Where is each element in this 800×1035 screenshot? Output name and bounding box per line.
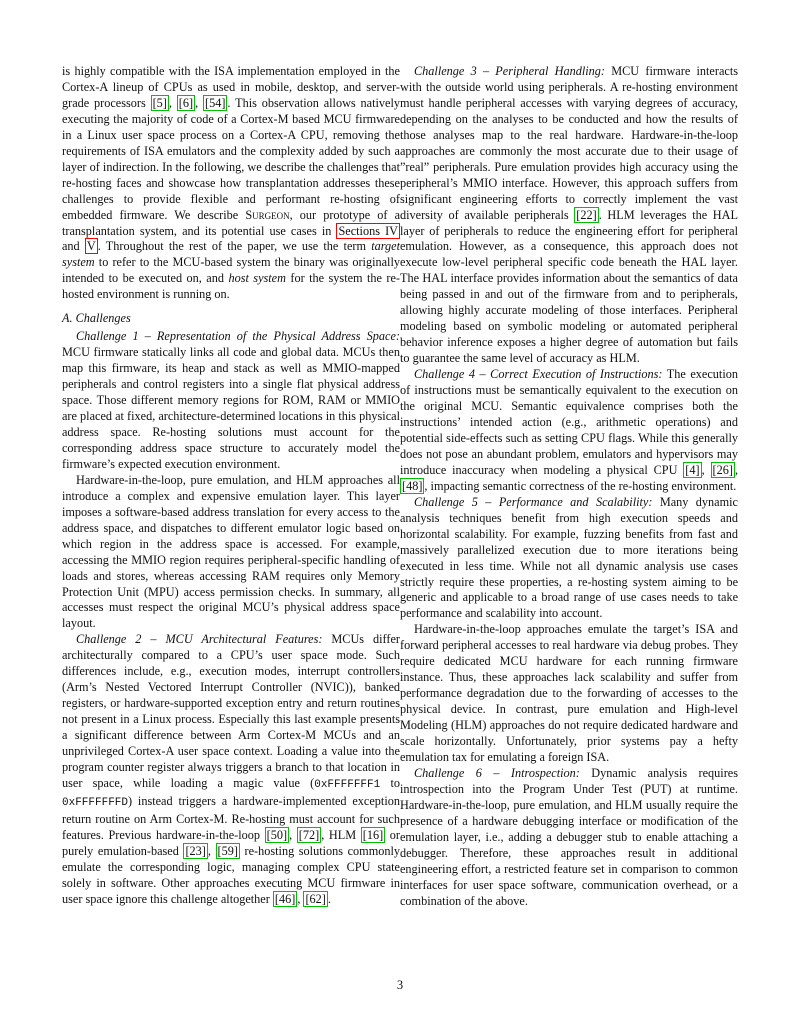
citation-link[interactable]: [6] [178, 95, 194, 110]
hil-scalability-paragraph: Hardware-in-the-loop approaches emulate the target’s ISA and forward peripheral accesses to real hardware via debug probes. They require dedicated MCU hardware for each running firmware instance. Thus, these approaches lack scalability and suffer from performance degradation due to the forwarding of accesses to the physical device. In contrast, pure emulation and High-level Modeling (HLM) approaches do not require dedicated hardware and scale horizontally. Unfortunately, prior systems pay a hefty emulation tax for emulating a foreign ISA. [400, 622, 738, 764]
challenge-3-paragraph [400, 64, 738, 367]
citation-link[interactable]: [16] [362, 827, 384, 842]
challenge-6-paragraph [400, 766, 738, 910]
challenge-title: Challenge 4 – Correct Execution of Instructions: [414, 367, 663, 382]
text: MCU firmware statically links all code and global data. MCUs then map this firmware, its heap and stack as well as MMIO-mapped peripherals and control registers into a single flat physical address space. Those different memory regions for ROM, RAM or MMIO are placed at fixed, architecture-determined locations in this physical address space. Re-hosting solutions must account for the corresponding address space structure to accurately model the firmware’s expected execution environment. [62, 345, 400, 471]
challenge-1-paragraph [62, 329, 400, 473]
right-column [400, 64, 738, 910]
text: to refer to the MCU-based system the binary was originally intended to be executed on, and [62, 255, 400, 286]
text: Dynamic analysis requires introspection into the Program Under Test (PUT) at runtime. Hardware-in-the-loop, pure emulation, and HLM usually require the presence of a hardware debugging interface or modification of the emulation layer, i.e., adding a debugger stub to enable attaching a debugger. Therefore, these approaches result in additional engineering effort, a restricted feature set in comparison to common interfaces for user space software, communication overhead, or a combination of the above. [400, 765, 738, 908]
text: ) instead triggers a hardware-implemented exception return routine on Arm Cortex-M. Re-hosting must account for such features. Previous hardware-in-the-loop [62, 793, 400, 842]
separator: , [195, 95, 203, 110]
system-name: Surgeon [245, 207, 290, 222]
challenge-title: Challenge 6 – Introspection: [414, 765, 580, 780]
code-value: 0xFFFFFFF1 [314, 778, 381, 791]
challenge-5-paragraph [400, 495, 738, 623]
text: , HLM [321, 827, 361, 842]
text: MCUs differ architecturally compared to a CPU’s user space mode. Such differences include, e.g., execution modes, interrupt controllers (Arm’s Nested Vectored Interrupt Controller (NVIC)), banked registers, or hardware-supported exception entry and return routines not present in a Linux process. Especially this last example presents a significant difference between Arm Cortex-M MCUs and an unprivileged Cortex-A user space context. Loading a value into the program counter register always triggers a branch to that location in user space, while loading a magic value ( [62, 632, 400, 790]
challenge-4-paragraph [400, 367, 738, 495]
section-ref-link[interactable]: V [86, 239, 96, 254]
text: . Throughout the rest of the paper, we use the term [97, 239, 372, 254]
citation-link[interactable]: [59] [217, 843, 238, 858]
citation-link[interactable]: [22] [576, 207, 597, 222]
text: The execution of instructions must be semantically equivalent to the execution on the original MCU. Semantic equivalence comprises both the instructions’ intended action (e.g., arithmetic operations) and potential side-effects such as setting CPU flags. While this generally does not pose an abundant problem, emulators and hypervisors may introduce inaccuracy when modeling a physical CPU [400, 367, 738, 477]
text: , impacting semantic correctness of the re-hosting environment. [424, 478, 737, 493]
citation-link[interactable]: [62] [305, 891, 326, 906]
challenge-title: Challenge 3 – Peripheral Handling: [414, 64, 605, 78]
separator: , [701, 462, 711, 477]
citation-link[interactable]: [4] [685, 462, 700, 477]
section-ref-link[interactable]: Sections IV [338, 223, 398, 238]
citation-link[interactable]: [46] [274, 891, 296, 906]
separator: , [168, 95, 177, 110]
text: re-hosting solutions commonly emulate the corresponding logic, managing complex CPU state solely in software. Other approaches executing MCU firmware in user space ignore this challenge altogether [62, 843, 401, 906]
text: Many dynamic analysis techniques benefit from high execution speeds and horizontal scalability. For example, fuzzing benefits from fast and massively parallelized execution due to more iterations being executed in less time. While not all dynamic analysis use cases strictly require these properties, a re-hosting system aiming to be generic and applicable to a broad range of use cases needs to take performance and scalability into account. [400, 494, 738, 621]
separator: , [289, 827, 297, 842]
section-heading: A. Challenges [62, 311, 131, 326]
text: to [380, 775, 400, 790]
citation-link[interactable]: [54] [205, 95, 226, 110]
left-column [62, 64, 400, 908]
separator: , [207, 843, 216, 858]
text: and [62, 239, 85, 254]
citation-link[interactable]: [50] [266, 827, 288, 842]
text: for the system the re-hosted environment is running on. [62, 271, 400, 302]
text: , our prototype of a transplantation system, and its potential use cases in [62, 207, 401, 238]
citation-link[interactable]: [26] [712, 462, 733, 477]
intro-paragraph [62, 64, 400, 303]
hil-paragraph: Hardware-in-the-loop, pure emulation, and HLM approaches all introduce a complex and expensive emulation layer. This layer imposes a software-based address translation for every access to the address space, and dispatches to different emulator logic based on which region in the address space is accessed. For example, accessing the MMIO region requires peripheral-specific handling of loads and stores, whereas accessing RAM requires only Memory Protection Unit (MPU) access permission checks. In summary, all accesses must respect the original MCU’s physical address space layout. [62, 472, 400, 631]
page-number: 3 [396, 978, 404, 992]
citation-link[interactable]: [5] [152, 95, 167, 110]
code-value: 0xFFFFFFFD [62, 796, 129, 809]
text: or purely emulation-based [62, 827, 400, 858]
term-target-system: target system [62, 239, 401, 270]
citation-link[interactable]: [23] [185, 843, 206, 858]
challenge-title: Challenge 2 – MCU Architectural Features: [76, 632, 323, 647]
text: is highly compatible with the ISA implementation employed in the Cortex-A lineup of CPUs as used in mobile, desktop, and server-grade processors [62, 64, 400, 110]
separator: , [297, 891, 304, 906]
challenge-title: Challenge 1 – Representation of the Physical Address Space: [76, 329, 400, 344]
citation-link[interactable]: [48] [402, 478, 423, 493]
separator: , [734, 462, 739, 477]
challenge-title: Challenge 5 – Performance and Scalability: [414, 494, 653, 509]
citation-link[interactable]: [72] [298, 827, 320, 842]
challenge-2-paragraph [62, 632, 400, 907]
text: . [327, 891, 331, 906]
text: . HLM leverages the HAL layer of peripherals to reduce the engineering effort for peripheral emulation. However, as a consequence, this approach does not execute low-level peripheral specific code beneath the HAL layer. The HAL interface provides information about the semantics of data being passed in and out of the firmware from and to peripherals, allowing highly accurate modeling of those interfaces. Peripheral modeling based on symbolic modeling or automated peripheral behavior inference exposes a higher degree of automation but fails to guarantee the same level of accuracy as HLM. [400, 207, 738, 366]
term-host-system: host system [228, 271, 286, 286]
text: . This observation allows natively executing the majority of code of a Cortex-M based MCU firmware in a Linux user space process on a Cortex-A CPU, removing the requirements of ISA emulators and the complexity added by such a layer of indirection. In the following, we describe the challenges that re-hosting faces and showcase how transplantation addresses these challenges to provide flexible and performant re-hosting of embedded firmware. We describe [62, 95, 400, 222]
text: MCU firmware interacts with the outside world using peripherals. A re-hosting environment must handle peripheral accesses with varying degrees of accuracy, depending on the analyses to be conducted and how the results of those analyses map to the real hardware. Hardware-in-the-loop approaches are commonly the most accurate due to their usage of ”real” peripherals. Pure emulation provides high accuracy using the peripheral’s MMIO interface. However, this approach suffers from significant engineering efforts to correctly implement the vast diversity of available peripherals [400, 64, 738, 222]
